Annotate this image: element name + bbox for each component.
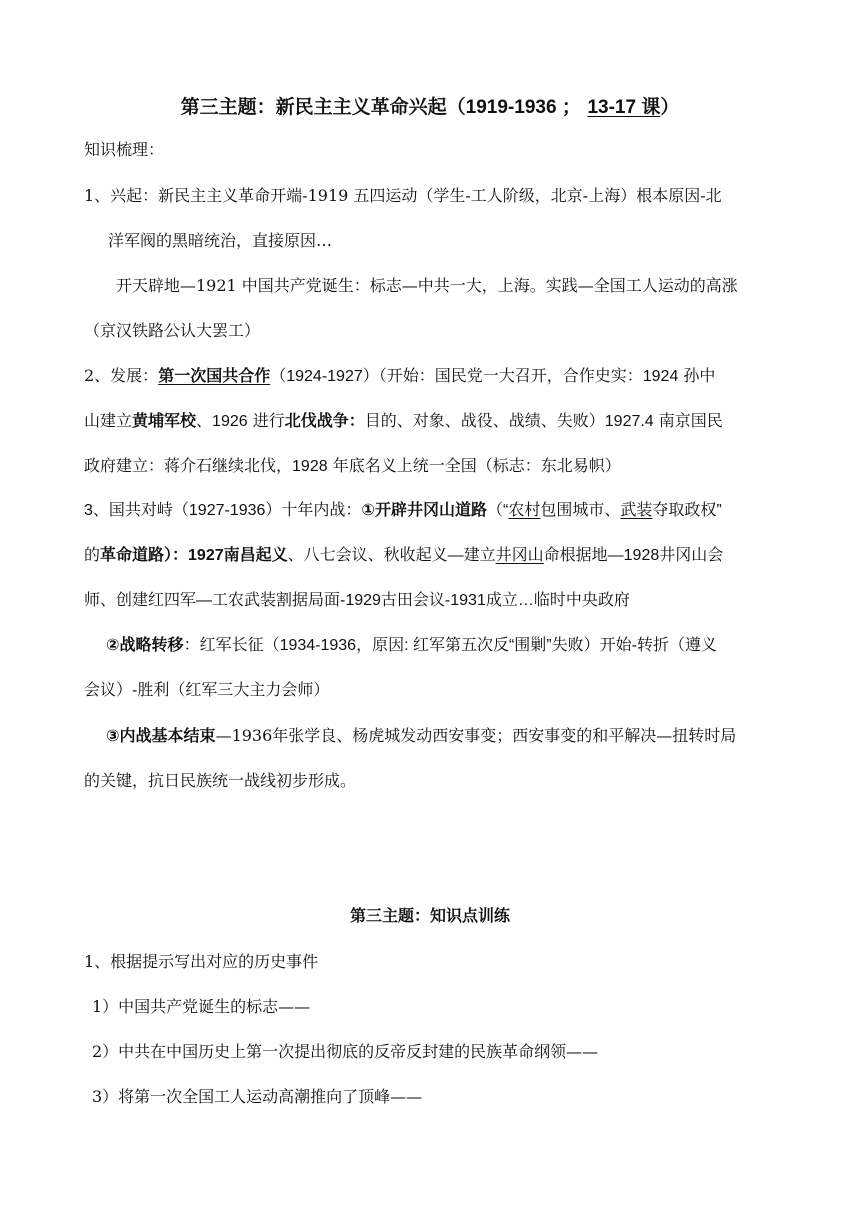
p2-line2 [84, 410, 784, 433]
p5-text: —1936年张学良、杨虎城发动西安事变；西安事变的和平解决—扭转时局 [215, 726, 737, 745]
p3-line1 [84, 500, 784, 522]
p2-line1 [84, 365, 784, 388]
p2-text: 孙中 [678, 366, 716, 385]
p1-line1: 1、兴起：新民主主义革命开端-1919 五四运动（学生-工人阶级，北京-上海）根本原因-北 [84, 186, 722, 205]
p2-text: 进行 [247, 411, 285, 430]
p5-line1 [106, 725, 806, 748]
outline-label: 知识梳理： [84, 140, 165, 159]
p2-year: 1924 [642, 368, 679, 385]
question-1-item: 1）中国共产党诞生的标志—— [92, 997, 311, 1016]
strategic-transfer: ②战略转移 [106, 637, 184, 654]
title-prefix: 第三主题：新民主主义革命兴起（ [180, 96, 466, 118]
p3-text: 夺取政权” [652, 502, 722, 519]
p5-line2: 的关键，抗日民族统一战线初步形成。 [84, 771, 357, 790]
question-1-item: 3）将第一次全国工人运动高潮推向了顶峰—— [92, 1087, 423, 1106]
p2-label: 2、发展： [84, 366, 159, 385]
jinggangshan-road: ①开辟井冈山道路 [361, 502, 487, 519]
section-title-exercises: 第三主题：知识点训练 [349, 906, 510, 925]
p3-text: 、八七会议、秋收起义—建立 [287, 547, 496, 564]
p3-text: （“ [486, 502, 509, 519]
title-suffix: ） [660, 96, 680, 118]
p3-text: 命根据地—1928井冈山会 [543, 547, 724, 564]
p2-text: （ [270, 366, 287, 385]
p2-text: 南京国民 [653, 411, 723, 430]
p3-line2 [84, 545, 784, 567]
p2-text: 、 [196, 411, 213, 430]
p1-line2: 洋军阀的黑暗统治，直接原因… [108, 231, 333, 250]
p2-text: 目的、对象、战役、战绩、失败） [364, 411, 605, 430]
countryside-term: 农村 [508, 502, 541, 519]
p2-date: 1927.4 [604, 413, 654, 430]
title-separator: ； [556, 97, 581, 118]
p2-years: 1924-1927 [286, 368, 363, 385]
p3-text: 3、国共对峙（1927-1936）十年内战： [84, 502, 362, 519]
p2-line3 [84, 455, 784, 478]
civil-war-end: ③内战基本结束 [106, 728, 216, 745]
p2-year: 1926 [212, 413, 248, 430]
p3-line3: 师、创建红四军—工农武装割据局面-1929古田会议-1931成立…临时中央政府 [84, 592, 630, 609]
p3-text: 的 [84, 547, 101, 564]
armed-term: 武装 [620, 502, 653, 519]
revolution-road: 革命道路）：1927南昌起义 [100, 547, 288, 564]
p4-text: ：红军长征（1934-1936，原因: 红军第五次反“围剿”失败）开始-转折（遵义 [183, 637, 717, 654]
title-lessons: 13-17 课 [587, 97, 661, 118]
p2-text: ）（开始：国民党一大召开，合作史实： [362, 366, 643, 385]
p3-text: 包围城市、 [540, 502, 621, 519]
whampoa-academy: 黄埔军校 [132, 411, 197, 430]
p4-line2: 会议）-胜利（红军三大主力会师） [84, 682, 330, 699]
jinggangshan-term: 井冈山 [495, 547, 544, 564]
p1-line4: （京汉铁路公认大罢工） [84, 321, 261, 340]
p1-line3: 开天辟地—1921 中国共产党诞生：标志—中共一大，上海。实践—全国工人运动的高涨 [116, 276, 738, 295]
question-1-item: 2）中共在中国历史上第一次提出彻底的反帝反封建的民族革命纲领—— [92, 1042, 599, 1061]
question-1-stem: 1、根据提示写出对应的历史事件 [84, 952, 319, 971]
page-title [0, 94, 860, 121]
p2-text: 山建立 [84, 411, 133, 430]
p4-line1 [106, 635, 806, 657]
first-kmt-cpc-cooperation: 第一次国共合作 [158, 366, 271, 385]
title-years: 1919-1936 [465, 97, 557, 118]
northern-expedition: 北伐战争： [284, 411, 365, 430]
p2-text: 政府建立：蒋介石继续北伐， [84, 456, 293, 475]
p2-text: 年底名义上统一全国（标志：东北易帜） [327, 456, 621, 475]
p2-year: 1928 [292, 458, 328, 475]
